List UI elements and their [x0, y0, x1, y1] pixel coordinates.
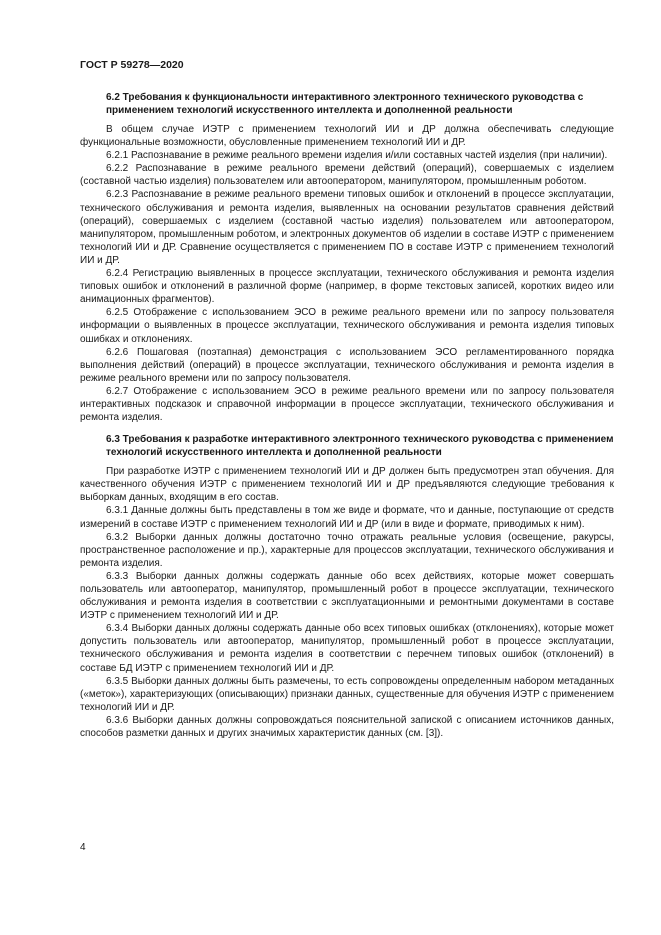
paragraph: 6.2.4 Регистрацию выявленных в процессе эксплуатации, технического обслуживания и ремонта изделия типовых ошибок и отклонений в различной форме (например, в форме текстовых записей, коротких видео или анимационных фрагментов).	[80, 268, 614, 306]
page-body	[80, 91, 614, 740]
paragraph: 6.3.3 Выборки данных должны содержать данные обо всех действиях, которые может совершать пользователь или автооператор, манипулятор, промышленный робот в процессе эксплуатации, технического обслуживания и ремонта изделия в соответствии с эксплуатационными и ремонтными документами в составе ИЭТР с применением технологий ИИ и ДР.	[80, 570, 614, 622]
paragraph: 6.2.3 Распознавание в режиме реального времени типовых ошибок и отклонений в процессе эксплуатации, технического обслуживания и ремонта изделия, выявленных на основании результатов сравнения действий (операций), совершаемых с изделием (составной частью изделия) пользователем или автооператором, манипулятором, промышленным роботом, и электронных документов об изделии в составе ИЭТР с применением технологий ИИ и ДР. Сравнение осуществляется с применением ПО в составе ИЭТР с применением технологий ИИ и ДР.	[80, 189, 614, 266]
paragraph: 6.2.5 Отображение с использованием ЭСО в режиме реального времени или по запросу пользователя информации о выявленных в процессе эксплуатации, технического обслуживания и ремонта изделия типовых ошибках и отклонениях.	[80, 307, 614, 345]
paragraph: 6.2.6 Пошаговая (поэтапная) демонстрация с использованием ЭСО регламентированного порядка выполнения действий (операций) в процессе эксплуатации, технического обслуживания и ремонта изделия в режиме реального времени или по запросу пользователя.	[80, 346, 614, 384]
paragraph: 6.2.1 Распознавание в режиме реального времени изделия и/или составных частей изделия (при наличии).	[106, 150, 608, 162]
paragraph: 6.3.5 Выборки данных должны быть размечены, то есть сопровождены определенным набором метаданных («меток»), характеризующих (описывающих) признаки данных, существенные для обучения ИЭТР с применением технологий ИИ и ДР.	[80, 675, 615, 713]
document-header: ГОСТ Р 59278—2020	[80, 59, 184, 71]
paragraph: 6.2.2 Распознавание в режиме реального времени действий (операций), совершаемых с изделием (составной частью изделия) пользователем или автооператором, манипулятором, промышленным роботом.	[80, 163, 614, 188]
section-heading-6-3: 6.3 Требования к разработке интерактивного электронного технического руководства с применением технологий искусственного интеллекта и дополненной реальности	[106, 434, 614, 459]
page-number: 4	[80, 842, 86, 853]
paragraph: 6.3.4 Выборки данных должны содержать данные обо всех типовых ошибках (отклонениях), которые может допустить пользователь или автооператор, манипулятор, промышленный робот в процессе эксплуатации, технического обслуживания и ремонта изделия в соответствии с перечнем типовых ошибок (отклонений) в составе БД ИЭТР с применением технологий ИИ и ДР.	[80, 623, 614, 674]
paragraph: 6.2.7 Отображение с использованием ЭСО в режиме реального времени или по запросу пользователя интерактивных подсказок и справочной информации в процессе эксплуатации, технического обслуживания и ремонта изделия.	[80, 385, 614, 424]
paragraph: 6.3.2 Выборки данных должны достаточно точно отражать реальные условия (освещение, ракурсы, пространственное расположение и пр.), характерные для процессов эксплуатации, технического обслуживания и ремонта изделия.	[80, 531, 614, 569]
paragraph: В общем случае ИЭТР с применением технологий ИИ и ДР должна обеспечивать следующие функциональные возможности, обусловленные применением технологий ИИ и ДР.	[80, 124, 614, 149]
paragraph: 6.3.1 Данные должны быть представлены в том же виде и формате, что и данные, поступающие от средств измерений в составе ИЭТР с применением технологий ИИ и ДР (или в виде и формате, приводимых к ним).	[80, 505, 614, 530]
section-heading-6-2: 6.2 Требования к функциональности интерактивного электронного технического руководства с применением технологий искусственного интеллекта и дополненной реальности	[106, 92, 584, 116]
paragraph: При разработке ИЭТР с применением технологий ИИ и ДР должен быть предусмотрен этап обучения. Для качественного обучения ИЭТР с применением технологий ИИ и ДР предъявляются следующие требования к выборкам данных, входящим в его состав.	[80, 466, 614, 504]
section-spacer	[80, 424, 614, 433]
paragraph: 6.3.6 Выборки данных должны сопровождаться пояснительной запиской с описанием источников данных, способов разметки данных и других значимых характеристик данных (см. [3]).	[80, 714, 614, 740]
